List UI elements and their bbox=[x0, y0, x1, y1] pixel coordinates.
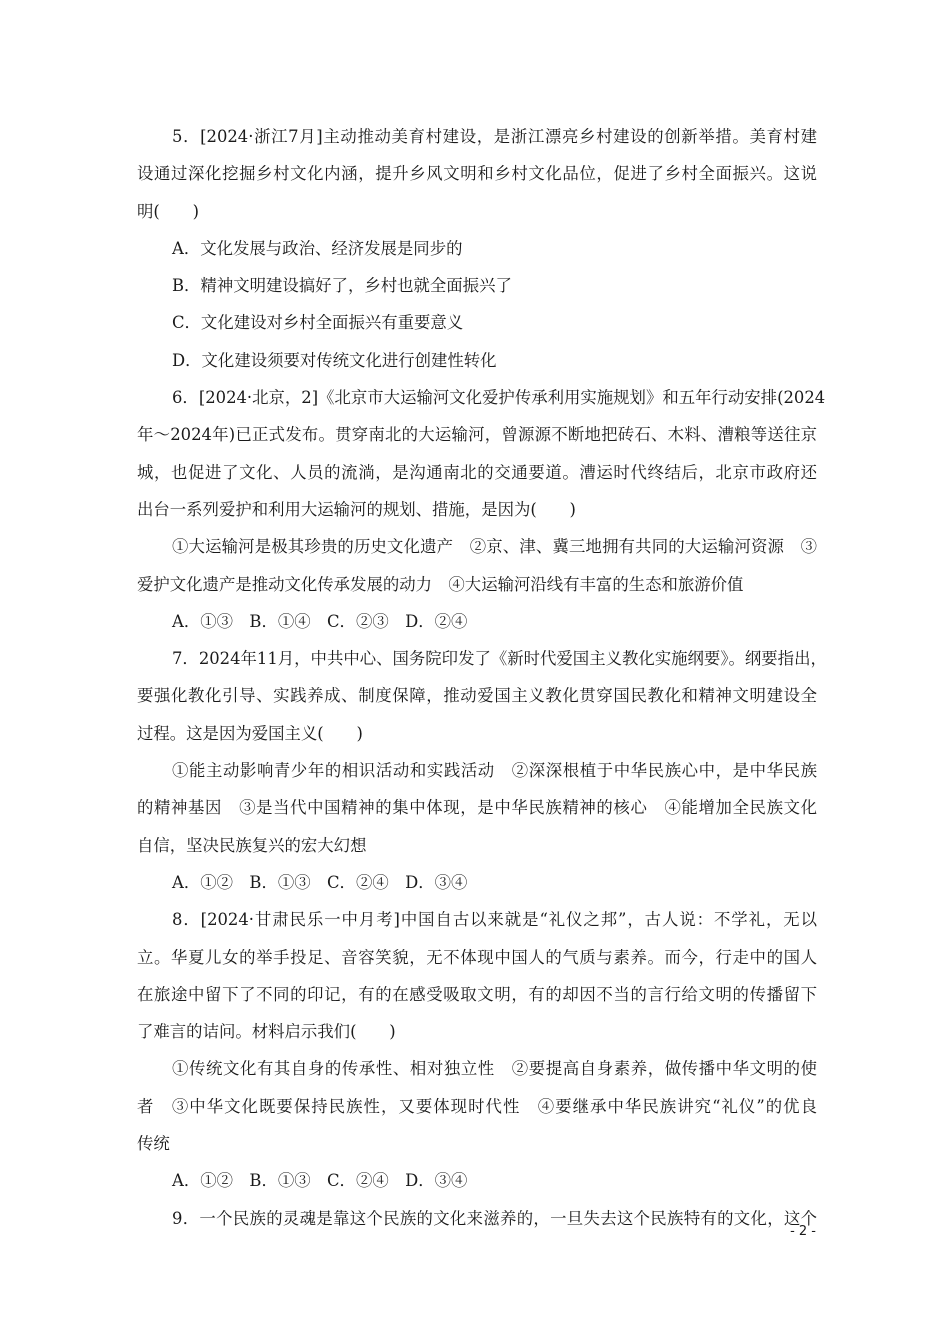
question-6 bbox=[137, 379, 826, 640]
page-number: - 2 - bbox=[790, 1224, 816, 1239]
answer-choices: A．①② B．①③ C．②④ D．③④ bbox=[172, 872, 468, 892]
statement-line: 传统 bbox=[137, 1134, 170, 1154]
question-text-line: 6．[2024·北京，2]《北京市大运输河文化爱护传承利用实施规划》和五年行动安排(2024 bbox=[172, 388, 826, 408]
question-text-line: 要强化教化引导、实践养成、制度保障，推动爱国主义教化贯穿国民教化和精神文明建设全 bbox=[137, 686, 817, 706]
statement-line: 自信，坚决民族复兴的宏大幻想 bbox=[137, 835, 367, 855]
question-text-line: 设通过深化挖掘乡村文化内涵，提升乡风文明和乡村文化品位，促进了乡村全面振兴。这说 bbox=[137, 164, 817, 184]
question-text-line: 9．一个民族的灵魂是靠这个民族的文化来滋养的，一旦失去这个民族特有的文化，这个 bbox=[172, 1208, 817, 1228]
statement-line: ①大运输河是极其珍贵的历史文化遗产 ②京、津、冀三地拥有共同的大运输河资源 ③ bbox=[172, 537, 817, 557]
option-d: D．文化建设须要对传统文化进行创建性转化 bbox=[172, 350, 497, 370]
question-text-line: 5．[2024·浙江7月]主动推动美育村建设，是浙江漂亮乡村建设的创新举措。美育村建 bbox=[172, 127, 817, 146]
answer-choices: A．①③ B．①④ C．②③ D．②④ bbox=[172, 611, 468, 631]
question-text-line: 城，也促进了文化、人员的流淌，是沟通南北的交通要道。漕运时代终结后，北京市政府还 bbox=[137, 462, 817, 482]
question-8 bbox=[137, 901, 817, 1199]
question-text-line: 在旅途中留下了不同的印记，有的在感受吸取文明，有的却因不当的言行给文明的传播留下 bbox=[137, 984, 817, 1004]
question-9 bbox=[137, 1200, 817, 1237]
statement-line: 爱护文化遗产是推动文化传承发展的动力 ④大运输河沿线有丰富的生态和旅游价值 bbox=[137, 574, 744, 594]
statement-line: 者 ③中华文化既要保持民族性，又要体现时代性 ④要继承中华民族讲究“礼仪”的优良 bbox=[137, 1096, 817, 1116]
question-text-line: 8．[2024·甘肃民乐一中月考]中国自古以来就是“礼仪之邦”，古人说：不学礼，无以 bbox=[172, 910, 817, 930]
question-text-line: 7．2024年11月，中共中心、国务院印发了《新时代爱国主义教化实施纲要》。纲要指出， bbox=[172, 649, 827, 669]
question-text-line: 了难言的诘问。材料启示我们( ) bbox=[137, 1022, 396, 1042]
option-b: B．精神文明建设搞好了，乡村也就全面振兴了 bbox=[172, 276, 512, 296]
answer-choices: A．①② B．①③ C．②④ D．③④ bbox=[172, 1171, 468, 1191]
option-a: A．文化发展与政治、经济发展是同步的 bbox=[172, 238, 463, 258]
statement-line: 的精神基因 ③是当代中国精神的集中体现，是中华民族精神的核心 ④能增加全民族文化 bbox=[137, 798, 817, 818]
question-text-line: 出台一系列爱护和利用大运输河的规划、措施，是因为( ) bbox=[137, 499, 576, 519]
question-text-line: 明( ) bbox=[137, 201, 199, 221]
statement-line: ①能主动影响青少年的相识活动和实践活动 ②深深根植于中华民族心中，是中华民族 bbox=[172, 761, 817, 781]
question-text-line: 年～2024年)已正式发布。贯穿南北的大运输河，曾源源不断地把砖石、木料、漕粮等送往京 bbox=[137, 425, 817, 445]
question-text-line: 立。华夏儿女的举手投足、音容笑貌，无不体现中国人的气质与素养。而今，行走中的国人 bbox=[137, 947, 817, 967]
statement-line: ①传统文化有其自身的传承性、相对独立性 ②要提高自身素养，做传播中华文明的使 bbox=[172, 1059, 817, 1079]
question-7 bbox=[137, 640, 827, 901]
page-content bbox=[137, 118, 827, 1237]
question-5 bbox=[137, 118, 817, 379]
question-text-line: 过程。这是因为爱国主义( ) bbox=[137, 723, 363, 743]
option-c: C．文化建设对乡村全面振兴有重要意义 bbox=[172, 313, 464, 333]
